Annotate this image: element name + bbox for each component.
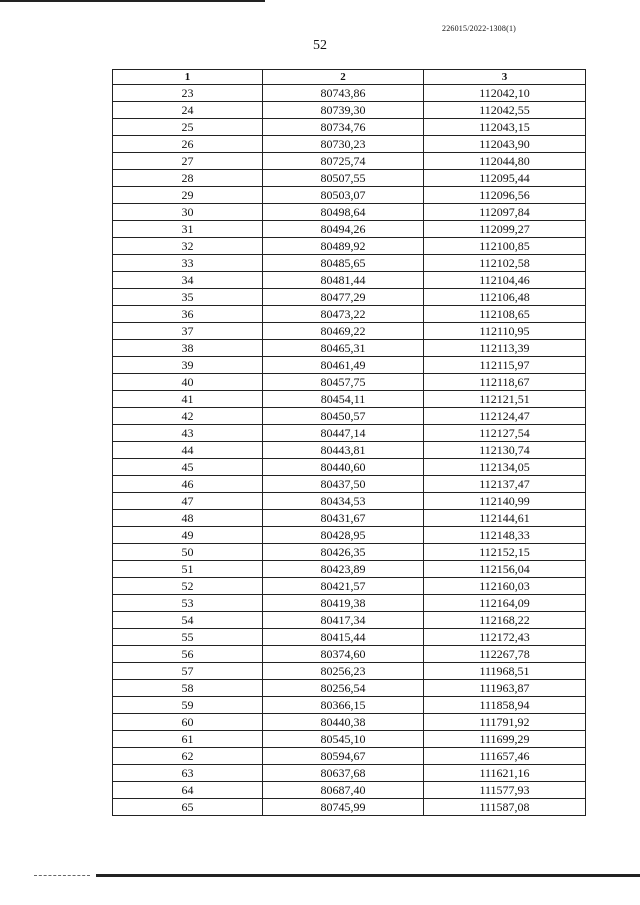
y-coordinate-cell: 112124,47 [424,408,586,425]
point-number-cell: 29 [113,187,263,204]
point-number-cell: 58 [113,680,263,697]
x-coordinate-cell: 80494,26 [263,221,424,238]
y-coordinate-cell: 112113,39 [424,340,586,357]
table-row [113,340,586,357]
point-number-cell: 39 [113,357,263,374]
y-coordinate-cell: 112100,85 [424,238,586,255]
x-coordinate-cell: 80419,38 [263,595,424,612]
y-coordinate-cell: 111621,16 [424,765,586,782]
y-coordinate-cell: 112096,56 [424,187,586,204]
y-coordinate-cell: 112267,78 [424,646,586,663]
x-coordinate-cell: 80507,55 [263,170,424,187]
table-row [113,476,586,493]
x-coordinate-cell: 80477,29 [263,289,424,306]
table-row [113,544,586,561]
x-coordinate-cell: 80440,38 [263,714,424,731]
table-row [113,153,586,170]
x-coordinate-cell: 80687,40 [263,782,424,799]
table-row [113,782,586,799]
top-rule [0,0,265,2]
x-coordinate-cell: 80465,31 [263,340,424,357]
table-row [113,425,586,442]
table-row [113,714,586,731]
column-header-1: 1 [113,70,263,85]
y-coordinate-cell: 111577,93 [424,782,586,799]
y-coordinate-cell: 112042,10 [424,85,586,102]
table-row [113,357,586,374]
point-number-cell: 47 [113,493,263,510]
x-coordinate-cell: 80454,11 [263,391,424,408]
table-row [113,238,586,255]
x-coordinate-cell: 80545,10 [263,731,424,748]
x-coordinate-cell: 80503,07 [263,187,424,204]
point-number-cell: 25 [113,119,263,136]
point-number-cell: 43 [113,425,263,442]
table-row [113,578,586,595]
x-coordinate-cell: 80374,60 [263,646,424,663]
x-coordinate-cell: 80423,89 [263,561,424,578]
y-coordinate-cell: 112095,44 [424,170,586,187]
point-number-cell: 27 [113,153,263,170]
x-coordinate-cell: 80743,86 [263,85,424,102]
table-row [113,629,586,646]
x-coordinate-cell: 80473,22 [263,306,424,323]
y-coordinate-cell: 111963,87 [424,680,586,697]
table-row [113,442,586,459]
y-coordinate-cell: 112108,65 [424,306,586,323]
y-coordinate-cell: 112140,99 [424,493,586,510]
x-coordinate-cell: 80725,74 [263,153,424,170]
table-row [113,612,586,629]
point-number-cell: 31 [113,221,263,238]
point-number-cell: 42 [113,408,263,425]
x-coordinate-cell: 80485,65 [263,255,424,272]
table-row [113,306,586,323]
y-coordinate-cell: 112160,03 [424,578,586,595]
y-coordinate-cell: 112042,55 [424,102,586,119]
y-coordinate-cell: 112127,54 [424,425,586,442]
table-row [113,289,586,306]
x-coordinate-cell: 80426,35 [263,544,424,561]
table-row [113,187,586,204]
x-coordinate-cell: 80739,30 [263,102,424,119]
point-number-cell: 54 [113,612,263,629]
point-number-cell: 30 [113,204,263,221]
y-coordinate-cell: 112097,84 [424,204,586,221]
document-id: 226015/2022-1308(1) [442,24,517,33]
x-coordinate-cell: 80415,44 [263,629,424,646]
table-row [113,510,586,527]
point-number-cell: 35 [113,289,263,306]
x-coordinate-cell: 80450,57 [263,408,424,425]
x-coordinate-cell: 80437,50 [263,476,424,493]
table-row [113,119,586,136]
table-row [113,170,586,187]
y-coordinate-cell: 112121,51 [424,391,586,408]
y-coordinate-cell: 112137,47 [424,476,586,493]
point-number-cell: 56 [113,646,263,663]
table-row [113,646,586,663]
x-coordinate-cell: 80489,92 [263,238,424,255]
y-coordinate-cell: 112104,46 [424,272,586,289]
y-coordinate-cell: 112110,95 [424,323,586,340]
x-coordinate-cell: 80431,67 [263,510,424,527]
x-coordinate-cell: 80461,49 [263,357,424,374]
bottom-rule [96,874,640,877]
y-coordinate-cell: 112152,15 [424,544,586,561]
column-header-2: 2 [263,70,424,85]
bottom-dash-line [34,875,90,876]
x-coordinate-cell: 80481,44 [263,272,424,289]
x-coordinate-cell: 80745,99 [263,799,424,816]
point-number-cell: 52 [113,578,263,595]
point-number-cell: 46 [113,476,263,493]
coordinates-table [112,69,586,816]
table-row [113,221,586,238]
y-coordinate-cell: 111968,51 [424,663,586,680]
point-number-cell: 48 [113,510,263,527]
point-number-cell: 38 [113,340,263,357]
point-number-cell: 49 [113,527,263,544]
y-coordinate-cell: 111791,92 [424,714,586,731]
x-coordinate-cell: 80637,68 [263,765,424,782]
point-number-cell: 55 [113,629,263,646]
x-coordinate-cell: 80256,54 [263,680,424,697]
table-row [113,748,586,765]
table-row [113,680,586,697]
point-number-cell: 60 [113,714,263,731]
x-coordinate-cell: 80734,76 [263,119,424,136]
table-row [113,255,586,272]
point-number-cell: 62 [113,748,263,765]
table-row [113,85,586,102]
point-number-cell: 65 [113,799,263,816]
table-row [113,102,586,119]
x-coordinate-cell: 80730,23 [263,136,424,153]
point-number-cell: 41 [113,391,263,408]
x-coordinate-cell: 80428,95 [263,527,424,544]
y-coordinate-cell: 112156,04 [424,561,586,578]
x-coordinate-cell: 80443,81 [263,442,424,459]
table-row [113,697,586,714]
y-coordinate-cell: 111858,94 [424,697,586,714]
y-coordinate-cell: 112115,97 [424,357,586,374]
table-row [113,408,586,425]
point-number-cell: 34 [113,272,263,289]
table-row [113,731,586,748]
y-coordinate-cell: 112130,74 [424,442,586,459]
table-row [113,561,586,578]
page-number: 52 [313,38,327,53]
x-coordinate-cell: 80457,75 [263,374,424,391]
y-coordinate-cell: 112144,61 [424,510,586,527]
y-coordinate-cell: 112164,09 [424,595,586,612]
table-header-row [113,70,586,85]
x-coordinate-cell: 80256,23 [263,663,424,680]
table-row [113,527,586,544]
point-number-cell: 51 [113,561,263,578]
y-coordinate-cell: 112118,67 [424,374,586,391]
point-number-cell: 24 [113,102,263,119]
y-coordinate-cell: 111657,46 [424,748,586,765]
point-number-cell: 45 [113,459,263,476]
point-number-cell: 26 [113,136,263,153]
table-row [113,799,586,816]
y-coordinate-cell: 112043,15 [424,119,586,136]
y-coordinate-cell: 112044,80 [424,153,586,170]
point-number-cell: 61 [113,731,263,748]
point-number-cell: 33 [113,255,263,272]
x-coordinate-cell: 80421,57 [263,578,424,595]
point-number-cell: 28 [113,170,263,187]
table-row [113,663,586,680]
y-coordinate-cell: 112148,33 [424,527,586,544]
point-number-cell: 36 [113,306,263,323]
x-coordinate-cell: 80498,64 [263,204,424,221]
point-number-cell: 32 [113,238,263,255]
point-number-cell: 40 [113,374,263,391]
table-row [113,493,586,510]
table-row [113,136,586,153]
y-coordinate-cell: 112099,27 [424,221,586,238]
table-row [113,391,586,408]
y-coordinate-cell: 111587,08 [424,799,586,816]
x-coordinate-cell: 80434,53 [263,493,424,510]
y-coordinate-cell: 112134,05 [424,459,586,476]
point-number-cell: 37 [113,323,263,340]
x-coordinate-cell: 80417,34 [263,612,424,629]
table-row [113,323,586,340]
point-number-cell: 44 [113,442,263,459]
x-coordinate-cell: 80440,60 [263,459,424,476]
y-coordinate-cell: 112102,58 [424,255,586,272]
table-body [113,85,586,816]
x-coordinate-cell: 80366,15 [263,697,424,714]
table-row [113,272,586,289]
x-coordinate-cell: 80594,67 [263,748,424,765]
point-number-cell: 64 [113,782,263,799]
table-row [113,595,586,612]
point-number-cell: 63 [113,765,263,782]
y-coordinate-cell: 112168,22 [424,612,586,629]
point-number-cell: 57 [113,663,263,680]
y-coordinate-cell: 112106,48 [424,289,586,306]
table-row [113,204,586,221]
y-coordinate-cell: 112172,43 [424,629,586,646]
table-row [113,459,586,476]
point-number-cell: 50 [113,544,263,561]
y-coordinate-cell: 112043,90 [424,136,586,153]
x-coordinate-cell: 80469,22 [263,323,424,340]
table-row [113,765,586,782]
y-coordinate-cell: 111699,29 [424,731,586,748]
point-number-cell: 59 [113,697,263,714]
point-number-cell: 53 [113,595,263,612]
x-coordinate-cell: 80447,14 [263,425,424,442]
column-header-3: 3 [424,70,586,85]
table-row [113,374,586,391]
point-number-cell: 23 [113,85,263,102]
